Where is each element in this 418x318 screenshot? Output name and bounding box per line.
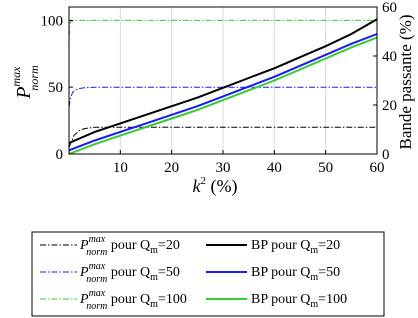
x-axis-label-base: k <box>192 176 201 196</box>
legend-qm-value: =50 <box>157 265 180 280</box>
legend-qm-value: =20 <box>157 238 180 253</box>
legend-pmax-sub: norm <box>86 247 108 258</box>
y-left-tick-label-0: 0 <box>55 147 63 163</box>
legend-pmax-sup: max <box>88 261 106 272</box>
x-axis-label-rest: (%) <box>206 176 238 196</box>
legend-sub-m: m <box>150 272 158 283</box>
legend-pmax-sub: norm <box>86 274 108 285</box>
x-tick-label-30: 30 <box>215 160 231 176</box>
legend-pour: pour Q <box>107 238 151 253</box>
legend-bp-qm-value: =50 <box>318 265 341 280</box>
legend-pmax-base: P <box>80 238 89 253</box>
legend-bp-prefix: BP pour Q <box>251 238 311 253</box>
grid-lines <box>120 7 377 154</box>
x-tick-label-60: 60 <box>369 160 385 176</box>
legend-sub-m: m <box>150 299 158 310</box>
x-axis-label-sup: 2 <box>200 175 207 187</box>
legend-pmax-sup: max <box>88 234 106 245</box>
legend <box>32 232 384 316</box>
y-left-label-sup: max <box>9 66 23 87</box>
y-left-tick-label-50: 50 <box>48 80 63 97</box>
y-right-tick-label-60: 60 <box>382 0 397 16</box>
legend-bp-sub-m: m <box>310 299 319 310</box>
x-tick-label-10: 10 <box>112 160 128 176</box>
legend-qm-value: =100 <box>157 292 187 307</box>
legend-pmax-sup: max <box>88 288 106 299</box>
y-left-tick-label-100: 100 <box>40 13 63 30</box>
legend-bp-qm-value: =100 <box>318 292 348 307</box>
legend-pmax-base: P <box>80 265 89 280</box>
legend-sub-m: m <box>150 245 158 256</box>
y-left-label-base: P <box>13 86 35 99</box>
y-left-axis-label <box>9 65 41 100</box>
y-left-axis-ticks <box>41 13 74 163</box>
y-right-axis-label: Bande passante (%) <box>396 14 415 150</box>
legend-bp-sub-m: m <box>310 272 319 283</box>
legend-bp-prefix: BP pour Q <box>251 292 311 307</box>
legend-pmax-sub: norm <box>86 301 108 312</box>
x-axis-label <box>193 175 238 197</box>
x-tick-label-20: 20 <box>164 160 180 176</box>
legend-bp-sub-m: m <box>310 245 319 256</box>
legend-bp-qm-value: =20 <box>318 238 341 253</box>
y-right-tick-label-0: 0 <box>382 147 390 163</box>
y-left-label-sub: norm <box>27 65 41 91</box>
y-right-tick-label-20: 20 <box>382 98 397 114</box>
legend-pour: pour Q <box>107 292 151 307</box>
legend-bp-prefix: BP pour Q <box>251 265 311 280</box>
y-right-tick-label-40: 40 <box>382 49 397 65</box>
x-tick-label-50: 50 <box>318 160 334 176</box>
legend-pmax-base: P <box>80 292 89 307</box>
legend-pour: pour Q <box>107 265 151 280</box>
x-tick-label-40: 40 <box>266 160 282 176</box>
